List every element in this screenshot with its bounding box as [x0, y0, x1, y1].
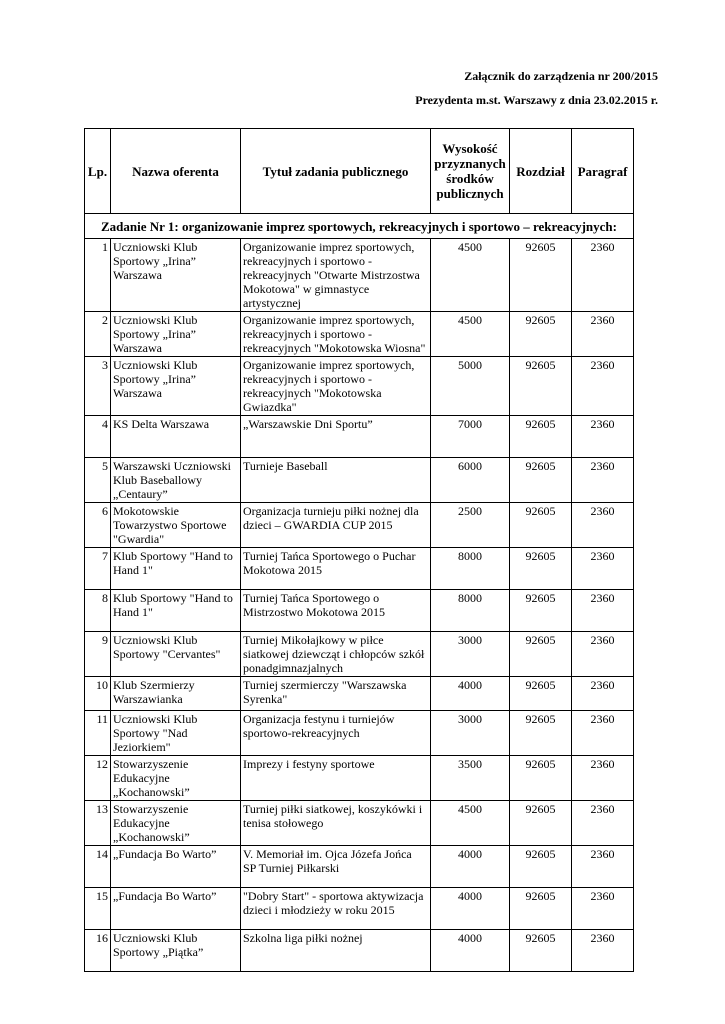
cell-oferent: Mokotowskie Towarzystwo Sportowe "Gwardia" [111, 503, 241, 548]
cell-oferent: Uczniowski Klub Sportowy „Irina” Warszawa [111, 239, 241, 312]
table-row [85, 677, 634, 711]
col-header-tytul: Tytuł zadania publicznego [241, 129, 431, 214]
cell-paragraf: 2360 [572, 548, 634, 590]
cell-oferent: Stowarzyszenie Edukacyjne „Kochanowski” [111, 801, 241, 846]
cell-oferent: „Fundacja Bo Warto” [111, 888, 241, 930]
cell-kwota: 3000 [431, 632, 510, 677]
cell-oferent: Uczniowski Klub Sportowy "Cervantes" [111, 632, 241, 677]
table-row [85, 416, 634, 458]
cell-oferent: Klub Szermierzy Warszawianka [111, 677, 241, 711]
cell-oferent: KS Delta Warszawa [111, 416, 241, 458]
cell-rozdzial: 92605 [510, 416, 572, 458]
cell-rozdzial: 92605 [510, 930, 572, 972]
table-row [85, 357, 634, 416]
cell-lp: 15 [85, 888, 111, 930]
cell-tytul: "Dobry Start" - sportowa aktywizacja dzieci i młodzieży w roku 2015 [241, 888, 431, 930]
cell-tytul: Organizacja festynu i turniejów sportowo-rekreacyjnych [241, 711, 431, 756]
cell-lp: 9 [85, 632, 111, 677]
table-row [85, 590, 634, 632]
table-row [85, 548, 634, 590]
cell-oferent: „Fundacja Bo Warto” [111, 846, 241, 888]
cell-kwota: 3000 [431, 711, 510, 756]
cell-lp: 7 [85, 548, 111, 590]
cell-lp: 16 [85, 930, 111, 972]
table-row [85, 930, 634, 972]
table-row [85, 312, 634, 357]
cell-paragraf: 2360 [572, 312, 634, 357]
cell-lp: 6 [85, 503, 111, 548]
cell-rozdzial: 92605 [510, 846, 572, 888]
cell-rozdzial: 92605 [510, 677, 572, 711]
cell-rozdzial: 92605 [510, 548, 572, 590]
cell-paragraf: 2360 [572, 458, 634, 503]
cell-tytul: Organizacja turnieju piłki nożnej dla dzieci – GWARDIA CUP 2015 [241, 503, 431, 548]
cell-tytul: Organizowanie imprez sportowych, rekreacyjnych i sportowo - rekreacyjnych "Otwarte Mistrzostwa Mokotowa" w gimnastyce artystycznej [241, 239, 431, 312]
cell-paragraf: 2360 [572, 503, 634, 548]
cell-tytul: Turniej szermierczy "Warszawska Syrenka" [241, 677, 431, 711]
cell-rozdzial: 92605 [510, 888, 572, 930]
cell-paragraf: 2360 [572, 888, 634, 930]
cell-tytul: Organizowanie imprez sportowych, rekreacyjnych i sportowo - rekreacyjnych "Mokotowska Gwiazdka" [241, 357, 431, 416]
cell-tytul: Organizowanie imprez sportowych, rekreacyjnych i sportowo - rekreacyjnych "Mokotowska Wiosna" [241, 312, 431, 357]
cell-kwota: 4500 [431, 801, 510, 846]
cell-rozdzial: 92605 [510, 239, 572, 312]
cell-kwota: 4500 [431, 239, 510, 312]
cell-paragraf: 2360 [572, 239, 634, 312]
cell-oferent: Klub Sportowy "Hand to Hand 1" [111, 590, 241, 632]
cell-kwota: 5000 [431, 357, 510, 416]
cell-paragraf: 2360 [572, 357, 634, 416]
cell-rozdzial: 92605 [510, 590, 572, 632]
cell-kwota: 6000 [431, 458, 510, 503]
cell-kwota: 4000 [431, 930, 510, 972]
cell-kwota: 4000 [431, 888, 510, 930]
cell-tytul: „Warszawskie Dni Sportu” [241, 416, 431, 458]
col-header-oferent: Nazwa oferenta [111, 129, 241, 214]
cell-rozdzial: 92605 [510, 503, 572, 548]
cell-paragraf: 2360 [572, 756, 634, 801]
cell-kwota: 2500 [431, 503, 510, 548]
cell-lp: 2 [85, 312, 111, 357]
cell-paragraf: 2360 [572, 416, 634, 458]
cell-paragraf: 2360 [572, 711, 634, 756]
cell-oferent: Uczniowski Klub Sportowy „Irina” Warszawa [111, 312, 241, 357]
cell-paragraf: 2360 [572, 930, 634, 972]
cell-tytul: Turniej Mikołajkowy w piłce siatkowej dziewcząt i chłopców szkół ponadgimnazjalnych [241, 632, 431, 677]
cell-rozdzial: 92605 [510, 801, 572, 846]
table-header-row [85, 129, 634, 214]
table-row [85, 239, 634, 312]
col-header-rozdzial: Rozdział [510, 129, 572, 214]
cell-lp: 8 [85, 590, 111, 632]
cell-oferent: Stowarzyszenie Edukacyjne „Kochanowski” [111, 756, 241, 801]
cell-tytul: Turniej piłki siatkowej, koszykówki i tenisa stołowego [241, 801, 431, 846]
grants-table [84, 128, 634, 972]
cell-kwota: 4500 [431, 312, 510, 357]
cell-tytul: Turniej Tańca Sportowego o Mistrzostwo Mokotowa 2015 [241, 590, 431, 632]
cell-lp: 10 [85, 677, 111, 711]
cell-rozdzial: 92605 [510, 357, 572, 416]
cell-oferent: Uczniowski Klub Sportowy "Nad Jeziorkiem" [111, 711, 241, 756]
cell-paragraf: 2360 [572, 632, 634, 677]
cell-rozdzial: 92605 [510, 711, 572, 756]
cell-kwota: 8000 [431, 548, 510, 590]
cell-rozdzial: 92605 [510, 458, 572, 503]
table-row [85, 458, 634, 503]
table-row [85, 888, 634, 930]
cell-lp: 4 [85, 416, 111, 458]
table-row [85, 711, 634, 756]
attachment-title: Załącznik do zarządzenia nr 200/2015 [464, 69, 658, 83]
cell-oferent: Klub Sportowy "Hand to Hand 1" [111, 548, 241, 590]
cell-kwota: 8000 [431, 590, 510, 632]
col-header-paragraf: Paragraf [572, 129, 634, 214]
cell-oferent: Uczniowski Klub Sportowy „Piątka” [111, 930, 241, 972]
col-header-lp: Lp. [85, 129, 111, 214]
cell-kwota: 7000 [431, 416, 510, 458]
attachment-subtitle: Prezydenta m.st. Warszawy z dnia 23.02.2015 r. [415, 93, 658, 107]
cell-oferent: Warszawski Uczniowski Klub Baseballowy „Centaury” [111, 458, 241, 503]
cell-tytul: Imprezy i festyny sportowe [241, 756, 431, 801]
cell-paragraf: 2360 [572, 590, 634, 632]
cell-paragraf: 2360 [572, 801, 634, 846]
cell-tytul: Szkolna liga piłki nożnej [241, 930, 431, 972]
col-header-kwota: Wysokość przyznanych środków publicznych [431, 129, 510, 214]
table-row [85, 801, 634, 846]
cell-kwota: 3500 [431, 756, 510, 801]
cell-lp: 5 [85, 458, 111, 503]
cell-oferent: Uczniowski Klub Sportowy „Irina” Warszawa [111, 357, 241, 416]
cell-kwota: 4000 [431, 677, 510, 711]
cell-kwota: 4000 [431, 846, 510, 888]
table-row [85, 503, 634, 548]
cell-rozdzial: 92605 [510, 756, 572, 801]
cell-paragraf: 2360 [572, 677, 634, 711]
table-row [85, 632, 634, 677]
section-title: Zadanie Nr 1: organizowanie imprez sportowych, rekreacyjnych i sportowo – rekreacyjnych: [85, 214, 634, 239]
cell-lp: 11 [85, 711, 111, 756]
cell-paragraf: 2360 [572, 846, 634, 888]
cell-rozdzial: 92605 [510, 312, 572, 357]
cell-lp: 13 [85, 801, 111, 846]
cell-lp: 1 [85, 239, 111, 312]
cell-rozdzial: 92605 [510, 632, 572, 677]
cell-lp: 3 [85, 357, 111, 416]
section-row [85, 214, 634, 239]
table-row [85, 846, 634, 888]
cell-tytul: Turnieje Baseball [241, 458, 431, 503]
cell-tytul: V. Memoriał im. Ojca Józefa Jońca SP Turniej Piłkarski [241, 846, 431, 888]
cell-tytul: Turniej Tańca Sportowego o Puchar Mokotowa 2015 [241, 548, 431, 590]
table-row [85, 756, 634, 801]
cell-lp: 14 [85, 846, 111, 888]
cell-lp: 12 [85, 756, 111, 801]
